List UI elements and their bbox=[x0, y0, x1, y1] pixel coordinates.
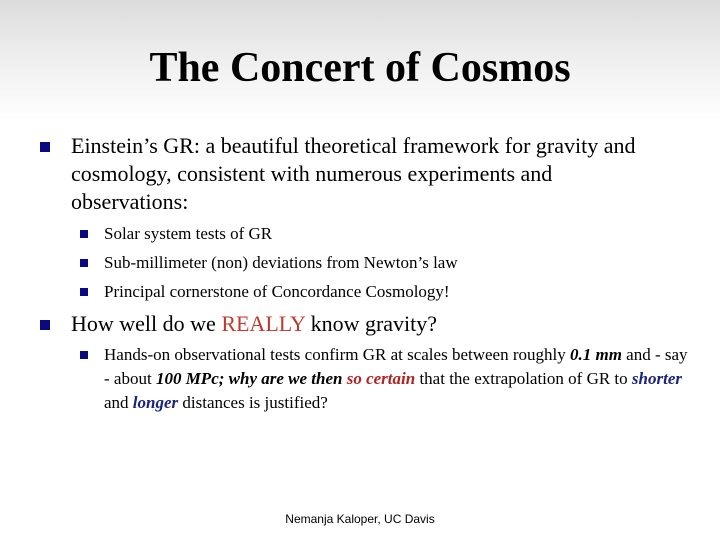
bullet-1-text: Einstein’s GR: a beautiful theoretical framework for gravity and cosmology, consistent with numerous experiments and observations: bbox=[71, 133, 636, 214]
sub-bullet-marker bbox=[80, 230, 88, 238]
sub-bullet-4 bbox=[104, 343, 694, 415]
slide-title: The Concert of Cosmos bbox=[149, 45, 571, 91]
slide-footer: Nemanja Kaloper, UC Davis bbox=[285, 512, 435, 526]
bullet-2-text-after: know gravity? bbox=[305, 311, 438, 336]
bullet-2-text bbox=[71, 310, 671, 338]
sub-text: distances is justified? bbox=[178, 393, 328, 412]
sub-bullet-marker bbox=[80, 351, 88, 359]
emphasis-shorter: shorter bbox=[631, 369, 682, 388]
sub-text: and - say - about bbox=[104, 345, 688, 388]
bullet-2-text-before: How well do we bbox=[71, 311, 222, 336]
sub-bullet-2: Sub-millimeter (non) deviations from Newton’s law bbox=[104, 253, 458, 272]
sub-bullet-marker bbox=[80, 259, 88, 267]
scale-max: 100 MPc; bbox=[155, 369, 225, 388]
sub-bullet-1: Solar system tests of GR bbox=[104, 224, 273, 243]
bullet-marker bbox=[40, 142, 50, 152]
sub-text: that the extrapolation of GR to bbox=[415, 369, 632, 388]
sub-bullet-marker bbox=[80, 288, 88, 296]
bullet-marker bbox=[40, 320, 50, 330]
sub-text: why are we then bbox=[224, 369, 347, 388]
scale-min: 0.1 mm bbox=[569, 345, 622, 364]
emphasis-so-certain: so certain bbox=[346, 369, 416, 388]
emphasis-longer: longer bbox=[132, 393, 179, 412]
sub-text: and bbox=[104, 393, 133, 412]
sub-bullet-3: Principal cornerstone of Concordance Cosmology! bbox=[104, 282, 450, 301]
sub-text: Hands-on observational tests confirm GR at scales between roughly bbox=[104, 345, 570, 364]
bullet-2-highlight: REALLY bbox=[221, 311, 306, 336]
